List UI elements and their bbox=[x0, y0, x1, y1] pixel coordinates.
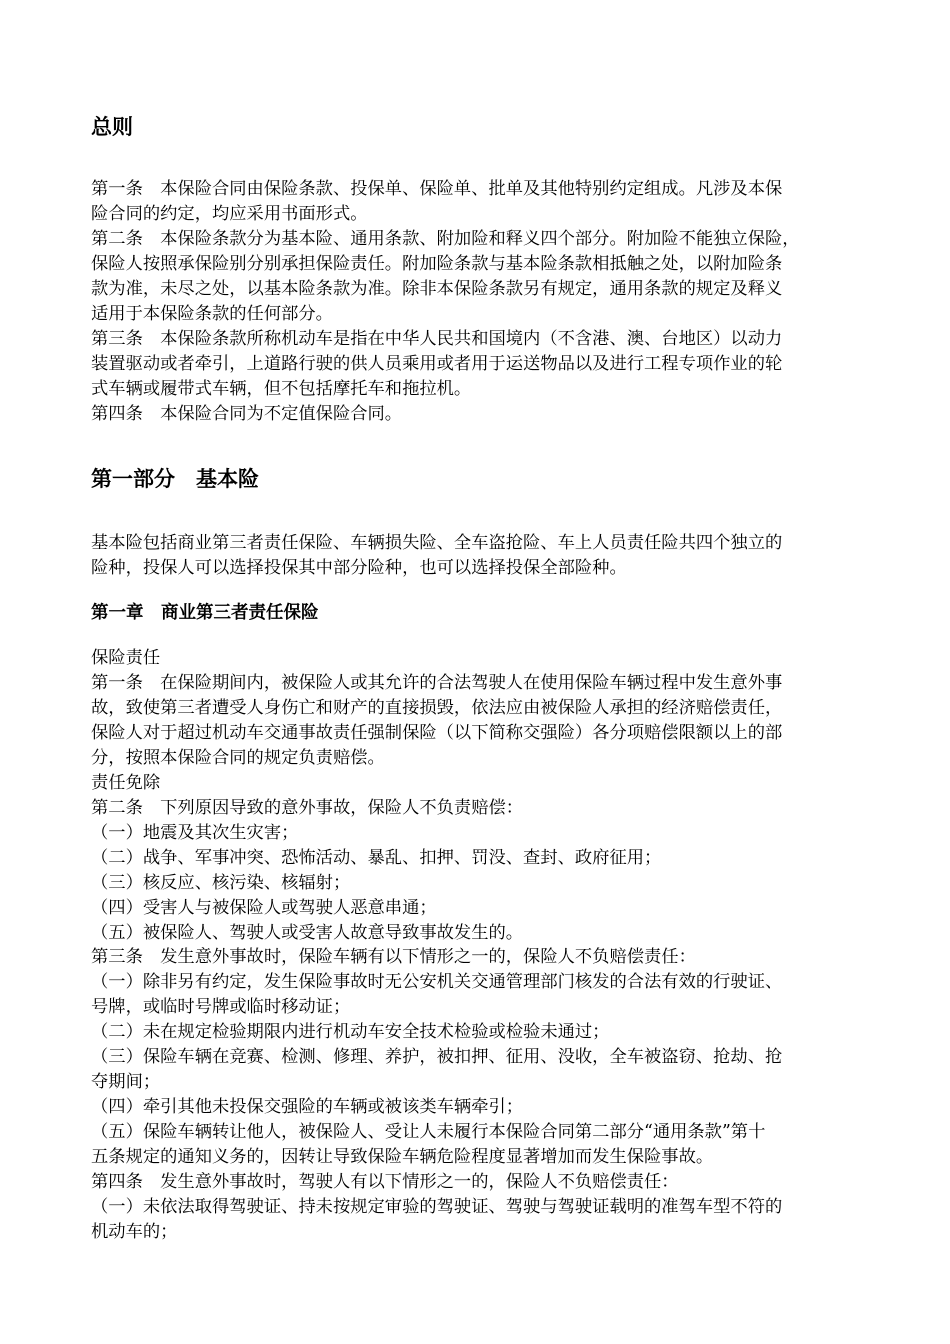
text-line: （三）核反应、核污染、核辐射； bbox=[91, 873, 351, 893]
text-line: 款为准，未尽之处，以基本险条款为准。除非本保险条款另有规定，通用条款的规定及释义 bbox=[91, 279, 783, 299]
text-line: 故，致使第三者遭受人身伤亡和财产的直接损毁，依法应由被保险人承担的经济赔偿责任， bbox=[91, 698, 783, 718]
text-line: 第三条 发生意外事故时，保险车辆有以下情形之一的，保险人不负赔偿责任： bbox=[91, 947, 696, 967]
text-line: 五条规定的通知义务的，因转让导致保险车辆危险程度显著增加而发生保险事故。 bbox=[91, 1147, 714, 1167]
text-line: （四）受害人与被保险人或驾驶人恶意串通； bbox=[91, 898, 437, 918]
text-line: 险种，投保人可以选择投保其中部分险种，也可以选择投保全部险种。 bbox=[91, 558, 627, 578]
text-line: 第四条 本保险合同为不定值保险合同。 bbox=[91, 404, 403, 424]
text-line: 分，按照本保险合同的规定负责赔偿。 bbox=[91, 748, 385, 768]
text-line: 号牌，或临时号牌或临时移动证； bbox=[91, 997, 351, 1017]
text-line: 第四条 发生意外事故时，驾驶人有以下情形之一的，保险人不负赔偿责任： bbox=[91, 1172, 679, 1192]
text-line: （二）战争、军事冲突、恐怖活动、暴乱、扣押、罚没、查封、政府征用； bbox=[91, 848, 662, 868]
text-line: （二）未在规定检验期限内进行机动车安全技术检验或检验未通过； bbox=[91, 1022, 610, 1042]
text-line: （五）保险车辆转让他人，被保险人、受让人未履行本保险合同第二部分“通用条款”第十 bbox=[91, 1122, 766, 1142]
text-line: （五）被保险人、驾驶人或受害人故意导致事故发生的。 bbox=[91, 923, 524, 943]
text-line: 保险责任 bbox=[91, 648, 161, 668]
text-line: （一）未依法取得驾驶证、持未按规定审验的驾驶证、驾驶与驾驶证载明的准驾车型不符的 bbox=[91, 1197, 783, 1217]
text-line: 保险人对于超过机动车交通事故责任强制保险（以下简称交强险）各分项赔偿限额以上的部 bbox=[91, 723, 783, 743]
section-heading-part1: 第一部分 基本险 bbox=[91, 467, 259, 491]
text-line: 责任免除 bbox=[91, 773, 161, 793]
text-line: 夺期间； bbox=[91, 1072, 161, 1092]
text-line: 第一条 在保险期间内，被保险人或其允许的合法驾驶人在使用保险车辆过程中发生意外事 bbox=[91, 673, 783, 693]
text-line: （一）地震及其次生灾害； bbox=[91, 823, 299, 843]
text-line: 第二条 本保险条款分为基本险、通用条款、附加险和释义四个部分。附加险不能独立保险， bbox=[91, 229, 800, 249]
text-line: （一）除非另有约定，发生保险事故时无公安机关交通管理部门核发的合法有效的行驶证、 bbox=[91, 972, 783, 992]
chapter-heading: 第一章 商业第三者责任保险 bbox=[91, 603, 319, 623]
text-line: 第一条 本保险合同由保险条款、投保单、保险单、批单及其他特别约定组成。凡涉及本保 bbox=[91, 179, 783, 199]
text-line: 适用于本保险条款的任何部分。 bbox=[91, 304, 333, 324]
text-line: 第二条 下列原因导致的意外事故，保险人不负责赔偿： bbox=[91, 798, 524, 818]
text-line: 第三条 本保险条款所称机动车是指在中华人民共和国境内（不含港、澳、台地区）以动力 bbox=[91, 329, 783, 349]
section-heading-general: 总则 bbox=[91, 115, 133, 139]
text-line: 基本险包括商业第三者责任保险、车辆损失险、全车盗抢险、车上人员责任险共四个独立的 bbox=[91, 533, 783, 553]
text-line: 装置驱动或者牵引，上道路行驶的供人员乘用或者用于运送物品以及进行工程专项作业的轮 bbox=[91, 354, 783, 374]
text-line: 保险人按照承保险别分别承担保险责任。附加险条款与基本险条款相抵触之处，以附加险条 bbox=[91, 254, 783, 274]
text-line: 机动车的； bbox=[91, 1222, 178, 1242]
text-line: 式车辆或履带式车辆，但不包括摩托车和拖拉机。 bbox=[91, 379, 472, 399]
text-line: 险合同的约定，均应采用书面形式。 bbox=[91, 204, 368, 224]
text-line: （四）牵引其他未投保交强险的车辆或被该类车辆牵引； bbox=[91, 1097, 524, 1117]
text-line: （三）保险车辆在竞赛、检测、修理、养护，被扣押、征用、没收，全车被盗窃、抢劫、抢 bbox=[91, 1047, 783, 1067]
